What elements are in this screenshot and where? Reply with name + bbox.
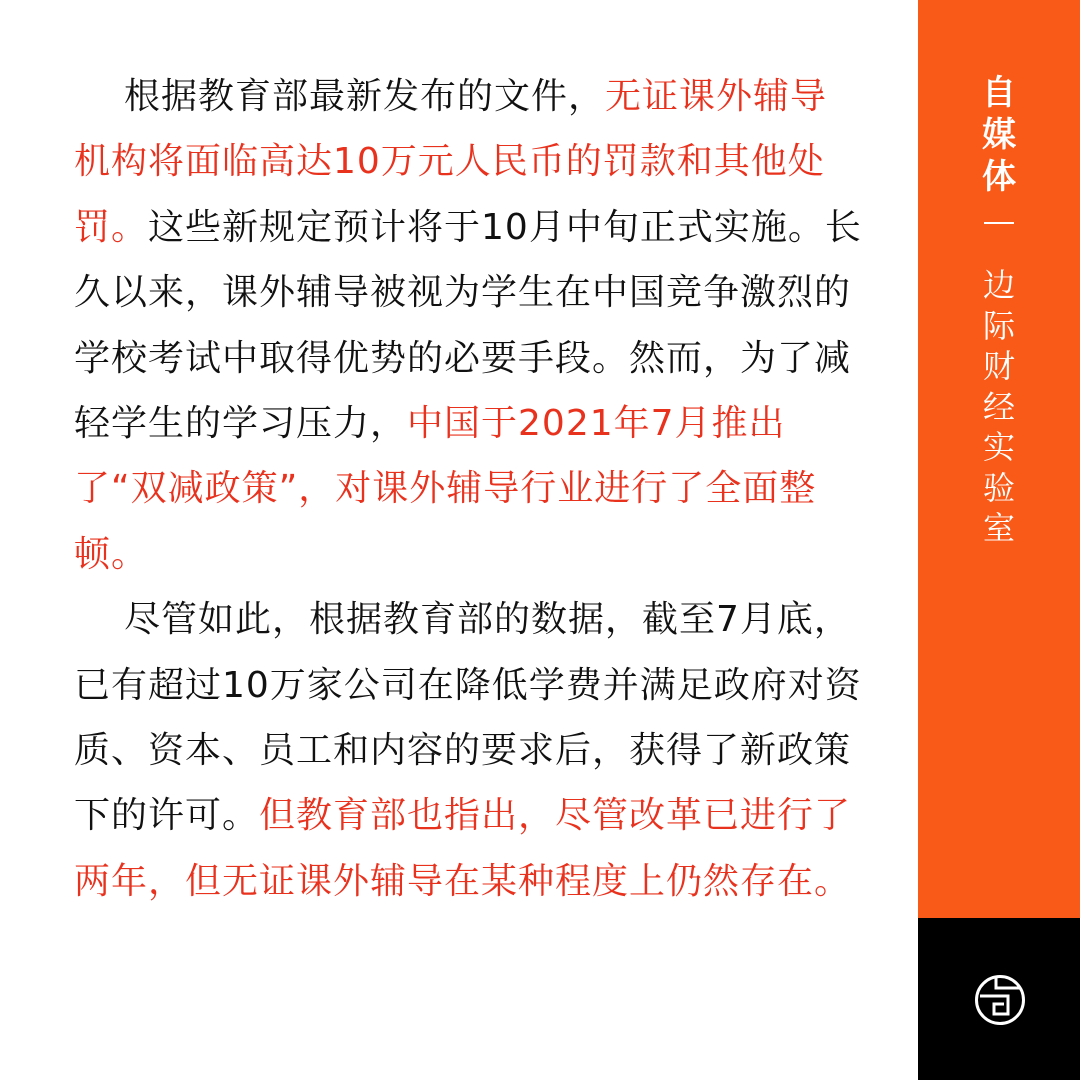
brand-char: 自 — [982, 73, 1016, 113]
name-char: 边 — [982, 266, 1015, 304]
paragraph-1 — [74, 64, 864, 587]
brand-char: 体 — [982, 157, 1016, 197]
sidebar-panel — [918, 0, 1080, 918]
article-body — [74, 64, 864, 914]
name-char: 经 — [982, 387, 1015, 426]
name-char: 财 — [982, 347, 1015, 385]
p1-highlight-2: 中国于2021年7月推出了“双减政策”，对课外辅导行业进行了全面整顿。 — [74, 403, 817, 575]
name-char: 际 — [982, 306, 1015, 345]
name-char: 验 — [982, 468, 1015, 507]
p2-text-1: 尽管如此，根据教育部的数据，截至7月底，已有超过10万家公司在降低学费并满足政府对资质、资本、员工和内容的要求后，获得了新政策下的许可。 — [74, 599, 862, 837]
circle-brand-logo-icon — [974, 974, 1026, 1026]
p2-highlight-1: 但教育部也指出，尽管改革已进行了两年，但无证课外辅导在某种程度上仍然存在。 — [74, 795, 852, 902]
paragraph-2 — [74, 587, 864, 914]
logo-box — [918, 918, 1080, 1080]
p1-highlight-1: 无证课外辅导机构将面临高达10万元人民币的罚款和其他处罚。 — [74, 76, 828, 248]
p1-text-1: 根据教育部最新发布的文件， — [124, 76, 606, 117]
name-char: 室 — [982, 509, 1015, 547]
account-name — [918, 265, 1080, 549]
divider-dash — [984, 222, 1014, 224]
brand-label — [918, 72, 1080, 198]
brand-char: 媒 — [982, 115, 1016, 155]
name-char: 实 — [982, 428, 1015, 466]
p1-text-2: 这些新规定预计将于10月中旬正式实施。长久以来，课外辅导被视为学生在中国竞争激烈的学校考试中取得优势的必要手段。然而，为了减轻学生的学习压力， — [74, 206, 862, 445]
